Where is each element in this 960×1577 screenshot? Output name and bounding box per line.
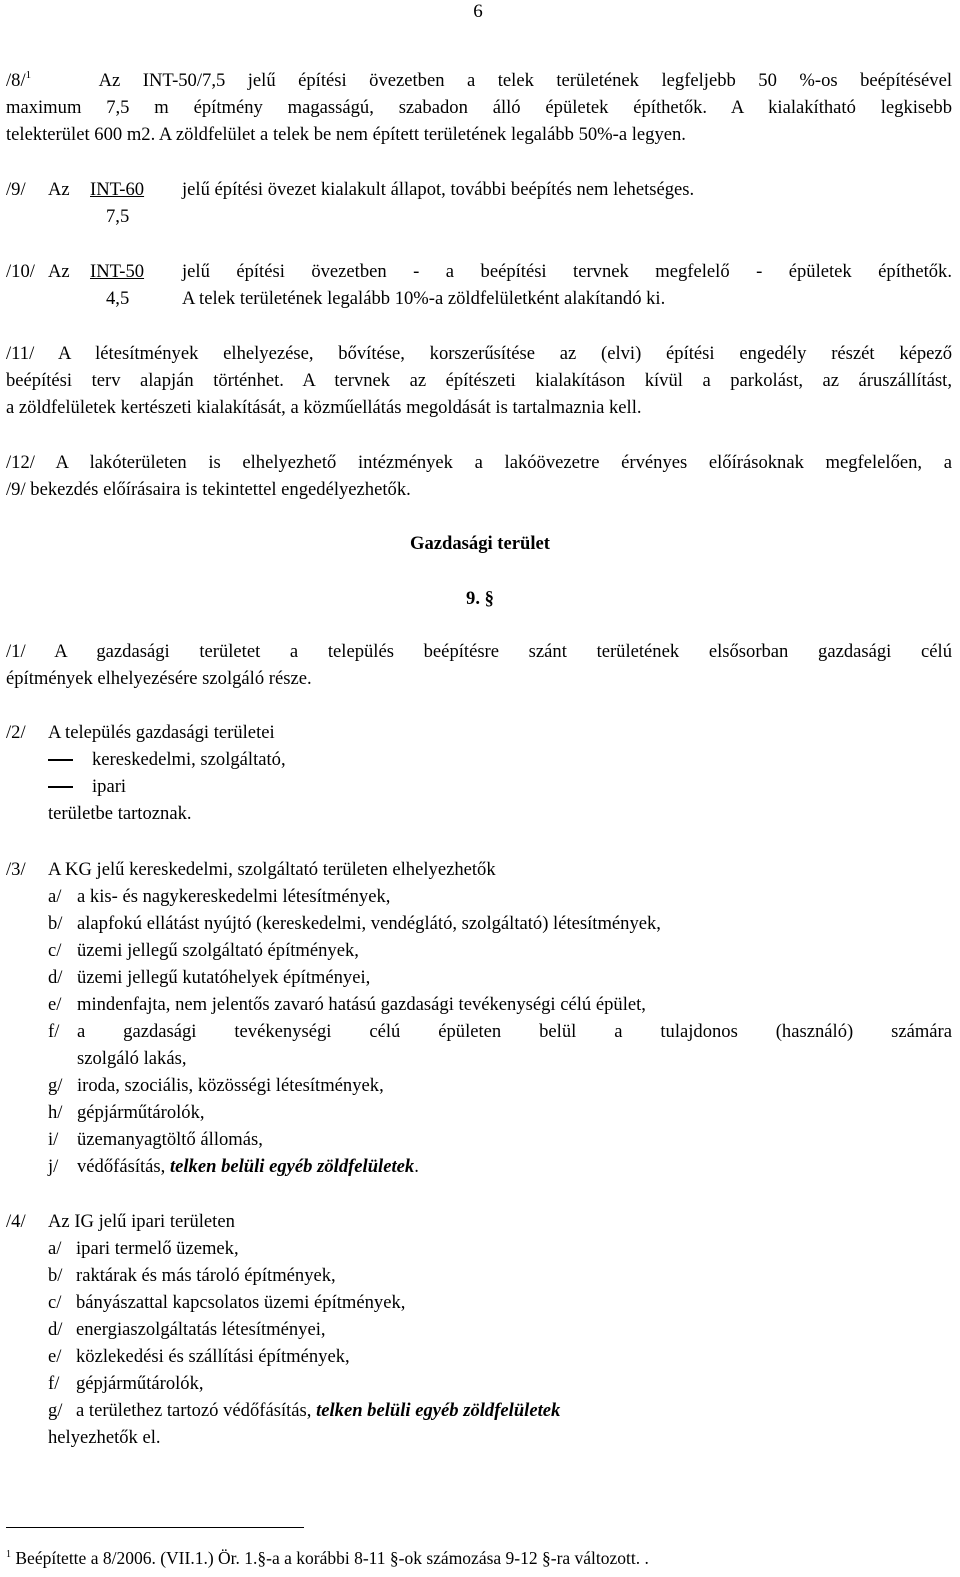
list-item bbox=[6, 1262, 952, 1289]
clause-1-line-1: /1/ A gazdasági területet a település beépítésre szánt területének elsősorban gazdasági célú bbox=[6, 641, 952, 662]
paragraph-8-line-2: maximum 7,5 m építmény magasságú, szabadon álló épületek építhetők. A kialakítható legkisebb bbox=[6, 97, 952, 118]
list-item-label: a/ bbox=[48, 1238, 62, 1259]
list-item bbox=[6, 1343, 952, 1370]
paragraph-8-line-3: telekterület 600 m2. A zöldfelület a telek be nem épített területének legalább 50%-a legyen. bbox=[6, 124, 686, 145]
list-item bbox=[6, 1153, 952, 1180]
footnote-mark: 1 bbox=[6, 1549, 11, 1560]
list-item bbox=[6, 1072, 952, 1099]
list-item bbox=[6, 1289, 952, 1316]
clause-4 bbox=[6, 1208, 952, 1451]
clause-2 bbox=[6, 719, 952, 827]
paragraph-10-az: Az bbox=[48, 261, 70, 282]
list-item bbox=[6, 964, 952, 991]
list-item-label: d/ bbox=[48, 967, 63, 988]
footnote-reference: 1 bbox=[25, 69, 32, 81]
paragraph-8-text: Az INT-50/7,5 jelű építési övezetben a telek területének legfeljebb 50 %-os beépítésével bbox=[98, 70, 952, 91]
list-item bbox=[6, 1370, 952, 1397]
paragraph-12-line-1: /12/ A lakóterületen is elhelyezhető intézmények a lakóövezetre érvényes előírásoknak megfelelően, a bbox=[6, 452, 952, 473]
paragraph-8-number: /8/ bbox=[6, 70, 26, 91]
list-item-text: energiaszolgáltatás létesítményei, bbox=[76, 1319, 326, 1340]
page-number: 6 bbox=[473, 1, 483, 22]
clause-3-number: /3/ bbox=[6, 859, 26, 880]
list-item-label: i/ bbox=[48, 1129, 59, 1150]
footnote bbox=[6, 1545, 649, 1572]
list-item bbox=[6, 991, 952, 1018]
list-item-label: c/ bbox=[48, 940, 62, 961]
list-item-label: f/ bbox=[48, 1373, 60, 1394]
clause-1-line-2: építmények elhelyezésére szolgáló része. bbox=[6, 668, 312, 689]
list-item-text: közlekedési és szállítási építmények, bbox=[76, 1346, 350, 1367]
clause-2-item bbox=[6, 746, 952, 773]
footnote-separator bbox=[6, 1527, 304, 1528]
clause-4-number: /4/ bbox=[6, 1211, 26, 1232]
list-item-text: üzemi jellegű szolgáltató építmények, bbox=[77, 940, 359, 961]
paragraph-11-line-2: beépítési terv alapján történhet. A tervnek az építészeti kialakításon kívül a parkolást, az áruszállítást, bbox=[6, 370, 952, 391]
list-item-text: üzemanyagtöltő állomás, bbox=[77, 1129, 263, 1150]
zone-code-int-50: INT-50 bbox=[90, 261, 145, 282]
list-item bbox=[6, 1099, 952, 1126]
paragraph-10 bbox=[6, 258, 952, 312]
list-item-label: g/ bbox=[48, 1400, 63, 1421]
clause-2-intro: A település gazdasági területei bbox=[48, 722, 275, 743]
list-item-text: iroda, szociális, közösségi létesítmények, bbox=[77, 1075, 384, 1096]
paragraph-12 bbox=[6, 449, 952, 503]
paragraph-9 bbox=[6, 176, 952, 230]
paragraph-11 bbox=[6, 340, 952, 421]
list-item-label: h/ bbox=[48, 1102, 63, 1123]
paragraph-10-number: /10/ bbox=[6, 261, 35, 282]
list-item-text: gépjárműtárolók, bbox=[77, 1102, 205, 1123]
list-item-label: j/ bbox=[48, 1156, 59, 1177]
clause-3-intro: A KG jelű kereskedelmi, szolgáltató területen elhelyezhetők bbox=[48, 859, 496, 880]
clause-1 bbox=[6, 638, 952, 692]
list-item-text: a területhez tartozó védőfásítás, bbox=[76, 1400, 317, 1421]
list-item-emphasis: telken belüli egyéb zöldfelületek bbox=[316, 1400, 561, 1421]
list-item-label: f/ bbox=[48, 1021, 60, 1042]
dash-bullet bbox=[48, 786, 73, 788]
list-item-label: a/ bbox=[48, 886, 62, 907]
list-item-label: e/ bbox=[48, 994, 62, 1015]
paragraph-10-text-1: jelű építési övezetben - a beépítési tervnek megfelelő - épületek építhetők. bbox=[182, 261, 952, 282]
list-item bbox=[6, 1235, 952, 1262]
paragraph-9-text: jelű építési övezet kialakult állapot, további beépítés nem lehetséges. bbox=[182, 179, 695, 200]
list-item-tail: . bbox=[414, 1156, 419, 1177]
list-item bbox=[6, 1316, 952, 1343]
paragraph-12-line-2: /9/ bekezdés előírásaira is tekintettel engedélyezhetők. bbox=[6, 479, 411, 500]
paragraph-10-text-2: A telek területének legalább 10%-a zöldfelületként alakítandó ki. bbox=[182, 288, 666, 309]
clause-2-item-text: kereskedelmi, szolgáltató, bbox=[92, 749, 286, 770]
list-item-label: b/ bbox=[48, 1265, 63, 1286]
clause-2-item bbox=[6, 773, 952, 800]
section-number: 9. § bbox=[466, 588, 494, 609]
paragraph-8-line-1 bbox=[6, 67, 952, 94]
list-item-text: alapfokú ellátást nyújtó (kereskedelmi, vendéglátó, szolgáltató) létesítmények, bbox=[77, 913, 661, 934]
paragraph-8 bbox=[6, 67, 952, 148]
paragraph-9-az: Az bbox=[48, 179, 70, 200]
list-item-text: mindenfajta, nem jelentős zavaró hatású gazdasági tevékenységi célú épület, bbox=[77, 994, 646, 1015]
list-item bbox=[6, 910, 952, 937]
list-item-text: bányászattal kapcsolatos üzemi építmények, bbox=[76, 1292, 406, 1313]
list-item-text: raktárak és más tároló építmények, bbox=[76, 1265, 336, 1286]
footnote-text: Beépítette a 8/2006. (VII.1.) Ör. 1.§-a a korábbi 8-11 §-ok számozása 9-12 §-ra változott. . bbox=[11, 1548, 649, 1568]
paragraph-9-number: /9/ bbox=[6, 179, 26, 200]
list-item-label: g/ bbox=[48, 1075, 63, 1096]
list-item bbox=[6, 883, 952, 910]
list-item bbox=[6, 1397, 952, 1424]
list-item-text-continued: szolgáló lakás, bbox=[77, 1048, 187, 1069]
list-item-label: e/ bbox=[48, 1346, 62, 1367]
list-item-label: b/ bbox=[48, 913, 63, 934]
list-item-text: a kis- és nagykereskedelmi létesítmények, bbox=[77, 886, 391, 907]
clause-2-number: /2/ bbox=[6, 722, 26, 743]
list-item-emphasis: telken belüli egyéb zöldfelületek bbox=[169, 1156, 415, 1177]
list-item bbox=[6, 1126, 952, 1153]
zone-code-int-60-height: 7,5 bbox=[106, 206, 130, 227]
list-item-text: a gazdasági tevékenységi célú épületen belül a tulajdonos (használó) számára bbox=[77, 1021, 952, 1042]
clause-4-outro: helyezhetők el. bbox=[48, 1427, 161, 1448]
paragraph-11-line-1: /11/ A létesítmények elhelyezése, bővítése, korszerűsítése az (elvi) építési engedély részét képező bbox=[6, 343, 952, 364]
list-item-label: d/ bbox=[48, 1319, 63, 1340]
dash-bullet bbox=[48, 759, 73, 761]
list-item-text: ipari termelő üzemek, bbox=[76, 1238, 239, 1259]
zone-code-int-50-height: 4,5 bbox=[106, 288, 130, 309]
clause-2-item-text: ipari bbox=[92, 776, 127, 797]
list-item-label: c/ bbox=[48, 1292, 62, 1313]
list-item bbox=[6, 1018, 952, 1072]
list-item-text: gépjárműtárolók, bbox=[76, 1373, 204, 1394]
list-item-text: védőfásítás, bbox=[77, 1156, 170, 1177]
clause-3 bbox=[6, 856, 952, 1180]
list-item bbox=[6, 937, 952, 964]
clause-2-outro: területbe tartoznak. bbox=[48, 803, 192, 824]
clause-4-intro: Az IG jelű ipari területen bbox=[48, 1211, 235, 1232]
paragraph-11-line-3: a zöldfelületek kertészeti kialakítását, a közműellátás megoldását is tartalmaznia kell. bbox=[6, 397, 642, 418]
list-item-text: üzemi jellegű kutatóhelyek építményei, bbox=[77, 967, 371, 988]
section-title: Gazdasági terület bbox=[410, 533, 550, 554]
zone-code-int-60: INT-60 bbox=[90, 179, 145, 200]
